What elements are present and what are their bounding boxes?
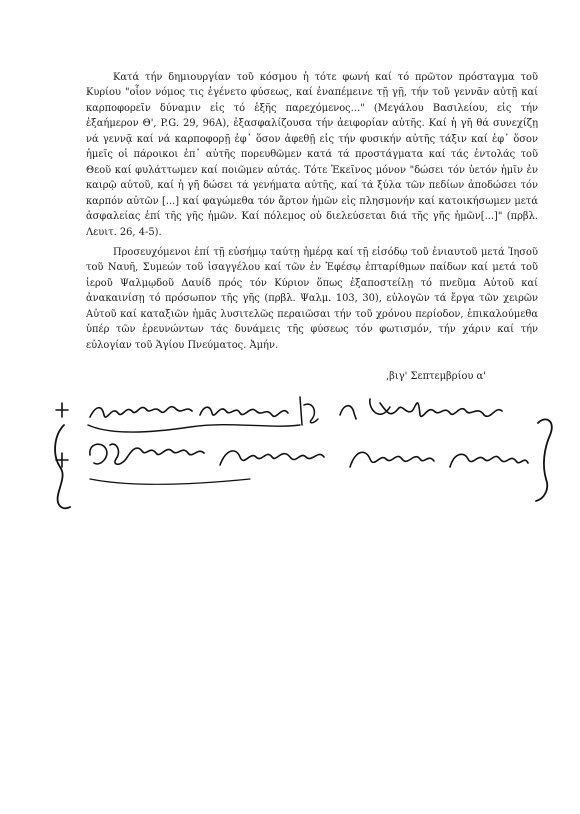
paragraph-creation: Κατά τήν δημιουργίαν τοῦ κόσμου ἡ τότε φωνή καί τό πρῶτον πρόσταγμα τοῦ Κυρίου "οἷον νόμος τις ἐγένετο φύσεως, καί ἐναπέμεινε τῇ γῇ, τήν τοῦ γεννᾶν αὐτῇ καί καρποφορεῖν δύναμιν εἰς τό ἑξῆς παρεχόμενος..." (Μεγάλου Βασιλείου, εἰς τήν ἑξαήμερον Θ', P.G. 29, 96A), ἐξασφαλίζουσα τήν ἀειφορίαν αὐτῆς. Καί ἡ γῆ θά συνεχίζῃ νά γεννᾷ καί νά καρποφορῇ ἐφ᾽ ὅσον ἀφεθῇ εἰς τήν φυσικήν αὐτῆς τάξιν καί ἐφ᾽ ὅσον ἡμεῖς οἱ πάροικοι ἐπ᾽ αὐτῆς πορευθῶμεν κατά τά προστάγματα καί τάς ἐντολάς τοῦ Θεοῦ καί φυλάττωμεν καί ποιῶμεν αὐτάς. Τότε Ἐκεῖνος μόνον "δώσει τόν ὑετόν ἡμῖν ἐν καιρῷ αὐτοῦ, καί ἡ γῆ δώσει τά γενήματα αὐτῆς, καί τά ξύλα τῶν πεδίων ἀποδώσει τόν καρπόν αὐτῶν [...] καί φαγώμεθα τόν ἄρτον ἡμῶν εἰς πλησμονήν καί κατοικήσωμεν μετά ἀσφαλείας ἐπί τῆς γῆς ἡμῶν. Καί πόλεμος οὐ διελεύσεται διά τῆς γῆς ἡμῶν[...]" (πρβλ. Λευιτ. 26, 4-5).: [86, 72, 538, 238]
signature-drawing: [50, 375, 560, 515]
letter-body: [86, 70, 538, 353]
date-line: ,βιγ' Σεπτεμβρίου α': [386, 371, 486, 382]
paragraph-prayer: Προσευχόμενοι ἐπί τῇ εὐσήμῳ ταύτῃ ἡμέρᾳ καί τῇ εἰσόδῳ τοῦ ἐνιαυτοῦ μετά Ἰησοῦ τοῦ Ναυῆ, Συμεών τοῦ ἰσαγγέλου καί τῶν ἐν Ἐφέσῳ ἑπταρίθμων παίδων καί μετά τοῦ ἱεροῦ Ψαλμῳδοῦ Δαυίδ πρός τόν Κύριον ὅπως ἐξαποστείλῃ τό πνεῦμα Αὐτοῦ καί ἀνακαινίσῃ τό πρόσωπον τῆς γῆς (πρβλ. Ψαλμ. 103, 30), εὐλογῶν τά ἔργα τῶν χειρῶν Αὐτοῦ καί καταξιῶν ἡμᾶς λυσιτελῶς περαιῶσαι τήν τοῦ χρόνου περίοδον, ἐπικαλούμεθα ὑπέρ τῶν ἐρευνώντων τάς δυνάμεις τῆς φύσεως τόν φωτισμόν, τήν χάριν καί τήν εὐλογίαν τοῦ Ἁγίου Πνεύματος. Ἀμήν.: [86, 246, 538, 351]
handwritten-signature: [50, 375, 560, 515]
